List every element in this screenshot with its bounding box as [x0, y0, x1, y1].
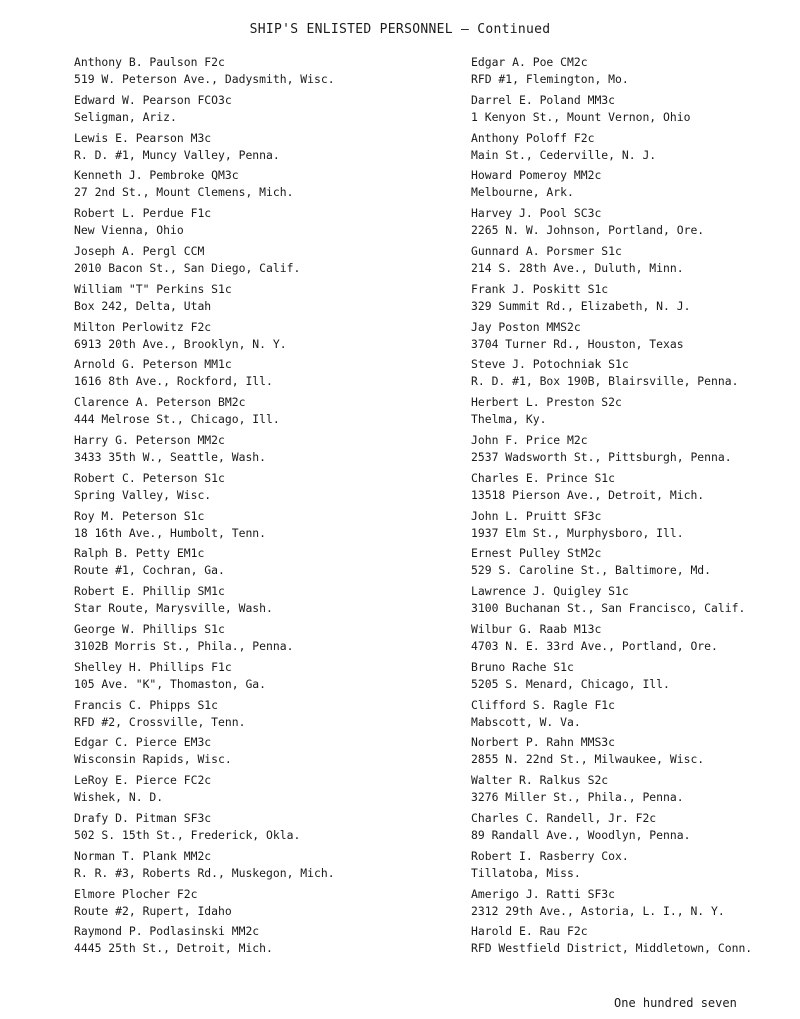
- personnel-address: 2312 29th Ave., Astoria, L. I., N. Y.: [471, 903, 725, 918]
- personnel-name: Darrel E. Poland MM3c: [471, 92, 616, 107]
- personnel-entry: [74, 810, 434, 848]
- personnel-entry: [471, 54, 800, 92]
- personnel-entry: [74, 583, 434, 621]
- personnel-address: Melbourne, Ark.: [471, 185, 574, 200]
- personnel-name: Clarence A. Peterson BM2c: [74, 395, 246, 410]
- personnel-entry: [74, 621, 434, 659]
- personnel-name: Elmore Plocher F2c: [74, 886, 198, 901]
- personnel-name: Norman T. Plank MM2c: [74, 848, 212, 863]
- personnel-name: John F. Price M2c: [471, 432, 588, 447]
- personnel-address: 519 W. Peterson Ave., Dadysmith, Wisc.: [74, 72, 335, 86]
- personnel-name: Jay Poston MMS2c: [471, 319, 581, 334]
- personnel-name: Steve J. Potochniak S1c: [471, 357, 629, 372]
- personnel-address: 2265 N. W. Johnson, Portland, Ore.: [471, 223, 705, 238]
- personnel-name: Charles C. Randell, Jr. F2c: [471, 810, 657, 825]
- personnel-name: Francis C. Phipps S1c: [74, 697, 219, 712]
- personnel-address: RFD #2, Crossville, Tenn.: [74, 714, 246, 729]
- personnel-address: 1 Kenyon St., Mount Vernon, Ohio: [471, 109, 691, 124]
- right-column: [471, 54, 800, 961]
- personnel-name: Edgar A. Poe CM2c: [471, 55, 588, 69]
- personnel-name: Lewis E. Pearson M3c: [74, 130, 212, 145]
- personnel-name: Robert L. Perdue F1c: [74, 206, 212, 221]
- personnel-address: 2855 N. 22nd St., Milwaukee, Wisc.: [471, 752, 705, 767]
- personnel-entry: [471, 394, 800, 432]
- personnel-entry: [471, 243, 800, 281]
- personnel-entry: [471, 772, 800, 810]
- personnel-address: 502 S. 15th St., Frederick, Okla.: [74, 827, 301, 842]
- personnel-name: George W. Phillips S1c: [74, 621, 225, 636]
- personnel-name: Norbert P. Rahn MMS3c: [471, 735, 616, 750]
- personnel-address: 529 S. Caroline St., Baltimore, Md.: [471, 563, 712, 578]
- personnel-address: Main St., Cederville, N. J.: [471, 147, 657, 162]
- personnel-entry: [74, 848, 434, 886]
- personnel-name: Drafy D. Pitman SF3c: [74, 810, 212, 825]
- personnel-name: Robert C. Peterson S1c: [74, 470, 225, 485]
- personnel-entry: [471, 810, 800, 848]
- personnel-address: 18 16th Ave., Humbolt, Tenn.: [74, 525, 267, 540]
- personnel-name: Charles E. Prince S1c: [471, 470, 616, 485]
- personnel-entry: [471, 621, 800, 659]
- personnel-entry: [74, 92, 434, 130]
- personnel-address: Wisconsin Rapids, Wisc.: [74, 752, 232, 767]
- personnel-entry: [471, 659, 800, 697]
- personnel-entry: [471, 356, 800, 394]
- personnel-address: 4445 25th St., Detroit, Mich.: [74, 941, 273, 956]
- personnel-entry: [74, 545, 434, 583]
- personnel-name: Edgar C. Pierce EM3c: [74, 735, 212, 750]
- personnel-name: Frank J. Poskitt S1c: [471, 281, 609, 296]
- personnel-name: Amerigo J. Ratti SF3c: [471, 886, 616, 901]
- personnel-name: Ernest Pulley StM2c: [471, 546, 602, 561]
- personnel-entry: [74, 923, 434, 961]
- personnel-address: Spring Valley, Wisc.: [74, 487, 212, 502]
- personnel-address: 3276 Miller St., Phila., Penna.: [471, 790, 684, 805]
- personnel-entry: [74, 356, 434, 394]
- personnel-name: Anthony Poloff F2c: [471, 130, 595, 145]
- personnel-entry: [471, 886, 800, 924]
- personnel-name: Harry G. Peterson MM2c: [74, 432, 225, 447]
- personnel-address: 1937 Elm St., Murphysboro, Ill.: [471, 525, 684, 540]
- personnel-entry: [74, 54, 434, 92]
- personnel-name: Wilbur G. Raab M13c: [471, 621, 602, 636]
- personnel-entry: [471, 319, 800, 357]
- personnel-address: 214 S. 28th Ave., Duluth, Minn.: [471, 260, 684, 275]
- personnel-entry: [471, 167, 800, 205]
- personnel-entry: [471, 697, 800, 735]
- personnel-entry: [471, 848, 800, 886]
- page-number: One hundred seven: [614, 996, 737, 1010]
- personnel-address: 329 Summit Rd., Elizabeth, N. J.: [471, 298, 691, 313]
- personnel-address: 444 Melrose St., Chicago, Ill.: [74, 412, 280, 427]
- personnel-entry: [74, 281, 434, 319]
- personnel-name: Robert I. Rasberry Cox.: [471, 848, 629, 863]
- personnel-name: Walter R. Ralkus S2c: [471, 773, 609, 788]
- personnel-address: 3102B Morris St., Phila., Penna.: [74, 638, 294, 653]
- personnel-address: 6913 20th Ave., Brooklyn, N. Y.: [74, 336, 287, 351]
- personnel-address: 5205 S. Menard, Chicago, Ill.: [471, 676, 670, 691]
- personnel-entry: [74, 130, 434, 168]
- personnel-address: 3704 Turner Rd., Houston, Texas: [471, 336, 684, 351]
- personnel-entry: [471, 130, 800, 168]
- personnel-name: Lawrence J. Quigley S1c: [471, 584, 629, 599]
- personnel-entry: [74, 319, 434, 357]
- personnel-entry: [74, 508, 434, 546]
- personnel-entry: [471, 545, 800, 583]
- personnel-address: Box 242, Delta, Utah: [74, 298, 212, 313]
- personnel-entry: [471, 470, 800, 508]
- personnel-entry: [74, 243, 434, 281]
- personnel-address: Mabscott, W. Va.: [471, 714, 581, 729]
- personnel-address: 1616 8th Ave., Rockford, Ill.: [74, 374, 273, 389]
- personnel-entry: [471, 734, 800, 772]
- page-title: SHIP'S ENLISTED PERSONNEL — Continued: [249, 22, 551, 37]
- personnel-entry: [74, 167, 434, 205]
- personnel-entry: [74, 886, 434, 924]
- personnel-name: LeRoy E. Pierce FC2c: [74, 773, 212, 788]
- personnel-address: R. D. #1, Box 190B, Blairsville, Penna.: [471, 374, 739, 389]
- personnel-name: Herbert L. Preston S2c: [471, 395, 622, 410]
- personnel-entry: [471, 92, 800, 130]
- left-column: [74, 54, 434, 961]
- personnel-name: Bruno Rache S1c: [471, 659, 574, 674]
- personnel-name: John L. Pruitt SF3c: [471, 508, 602, 523]
- personnel-entry: [471, 281, 800, 319]
- personnel-address: 2010 Bacon St., San Diego, Calif.: [74, 260, 301, 275]
- personnel-name: Arnold G. Peterson MM1c: [74, 357, 232, 372]
- personnel-address: 4703 N. E. 33rd Ave., Portland, Ore.: [471, 638, 718, 653]
- personnel-name: Robert E. Phillip SM1c: [74, 584, 225, 599]
- personnel-address: R. D. #1, Muncy Valley, Penna.: [74, 147, 280, 162]
- personnel-name: William "T" Perkins S1c: [74, 281, 232, 296]
- personnel-name: Howard Pomeroy MM2c: [471, 168, 602, 183]
- personnel-entry: [74, 734, 434, 772]
- personnel-address: Tillatoba, Miss.: [471, 865, 581, 880]
- personnel-address: 2537 Wadsworth St., Pittsburgh, Penna.: [471, 449, 732, 464]
- personnel-address: R. R. #3, Roberts Rd., Muskegon, Mich.: [74, 865, 335, 880]
- personnel-name: Harvey J. Pool SC3c: [471, 206, 602, 221]
- personnel-entry: [471, 205, 800, 243]
- personnel-address: Route #2, Rupert, Idaho: [74, 903, 232, 918]
- personnel-address: Wishek, N. D.: [74, 790, 164, 805]
- personnel-entry: [471, 583, 800, 621]
- personnel-name: Edward W. Pearson FCO3c: [74, 92, 232, 107]
- personnel-address: RFD #1, Flemington, Mo.: [471, 72, 629, 86]
- personnel-name: Anthony B. Paulson F2c: [74, 55, 225, 69]
- personnel-address: 105 Ave. "K", Thomaston, Ga.: [74, 676, 267, 691]
- personnel-address: 27 2nd St., Mount Clemens, Mich.: [74, 185, 294, 200]
- personnel-entry: [471, 432, 800, 470]
- personnel-address: 3433 35th W., Seattle, Wash.: [74, 449, 267, 464]
- personnel-address: Star Route, Marysville, Wash.: [74, 601, 273, 616]
- personnel-address: Route #1, Cochran, Ga.: [74, 563, 225, 578]
- personnel-address: Thelma, Ky.: [471, 412, 547, 427]
- personnel-address: Seligman, Ariz.: [74, 109, 177, 124]
- personnel-name: Clifford S. Ragle F1c: [471, 697, 616, 712]
- personnel-entry: [471, 508, 800, 546]
- personnel-name: Milton Perlowitz F2c: [74, 319, 212, 334]
- personnel-address: 3100 Buchanan St., San Francisco, Calif.: [471, 601, 746, 616]
- personnel-entry: [74, 205, 434, 243]
- personnel-name: Roy M. Peterson S1c: [74, 508, 205, 523]
- personnel-entry: [74, 659, 434, 697]
- personnel-entry: [471, 923, 800, 961]
- personnel-name: Kenneth J. Pembroke QM3c: [74, 168, 239, 183]
- personnel-name: Joseph A. Pergl CCM: [74, 243, 205, 258]
- personnel-name: Shelley H. Phillips F1c: [74, 659, 232, 674]
- personnel-name: Raymond P. Podlasinski MM2c: [74, 924, 260, 939]
- personnel-entry: [74, 697, 434, 735]
- personnel-name: Ralph B. Petty EM1c: [74, 546, 205, 561]
- personnel-entry: [74, 470, 434, 508]
- personnel-address: 89 Randall Ave., Woodlyn, Penna.: [471, 827, 691, 842]
- personnel-address: 13518 Pierson Ave., Detroit, Mich.: [471, 487, 705, 502]
- personnel-name: Gunnard A. Porsmer S1c: [471, 243, 622, 258]
- personnel-name: Harold E. Rau F2c: [471, 924, 588, 939]
- personnel-entry: [74, 432, 434, 470]
- personnel-address: New Vienna, Ohio: [74, 223, 184, 238]
- personnel-entry: [74, 772, 434, 810]
- personnel-address: RFD Westfield District, Middletown, Conn.: [471, 941, 753, 956]
- personnel-entry: [74, 394, 434, 432]
